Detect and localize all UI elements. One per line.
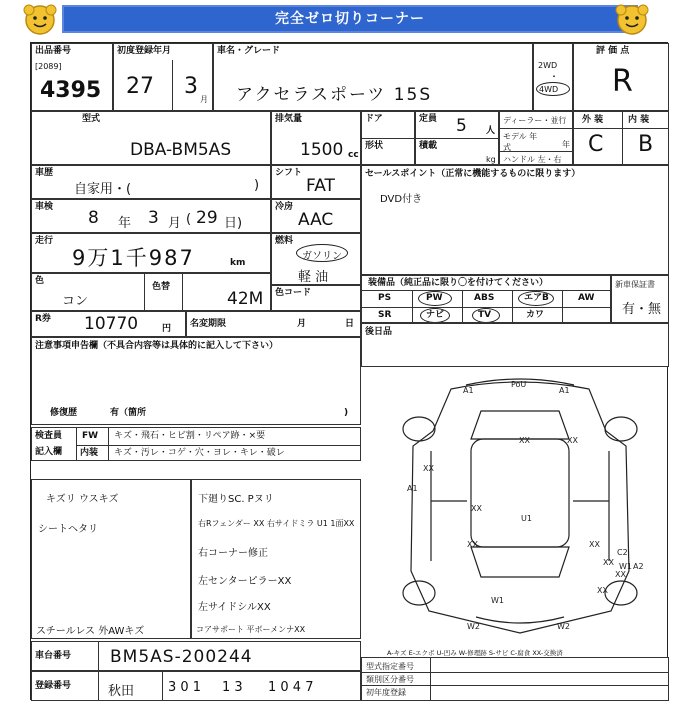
int-label: 内 装 <box>628 115 650 125</box>
damage-mark: XX <box>603 558 614 567</box>
aircon-value: AAC <box>298 210 334 230</box>
dealer-label: ディーラー・並行 <box>503 116 567 125</box>
mileage-label: 走行 <box>35 236 54 246</box>
aircon-cell <box>271 199 361 233</box>
mascot-left-icon <box>22 3 58 37</box>
displacement-value: 1500 <box>300 140 344 160</box>
capacity-value: 5 <box>456 116 467 136</box>
car-roof <box>471 439 569 547</box>
reg-series: 3 0 1 <box>168 680 202 695</box>
chassis-label: 車台番号 <box>35 651 72 661</box>
car-windshield <box>471 411 569 439</box>
banner-title: 完全ゼロ切りコーナー <box>62 5 638 33</box>
equipment-label: 装備品（純正品に限り〇を付けてください） <box>368 278 549 288</box>
rating-cell <box>573 43 669 111</box>
diagram-notes-cell <box>191 479 361 639</box>
history-cell <box>31 165 271 199</box>
diagram-note-3: 右コーナー修正 <box>198 548 268 559</box>
rating-value: R <box>612 64 633 99</box>
warranty-cell <box>611 275 669 323</box>
damage-mark: W1 <box>619 562 632 571</box>
damage-mark: XX <box>597 586 608 595</box>
inspection-open: ( <box>186 212 192 227</box>
displacement-label: 排気量 <box>275 114 303 124</box>
damage-mark: XX <box>423 464 434 473</box>
car-body-outline <box>411 382 629 633</box>
footer-cell <box>361 657 669 701</box>
inspector-row2-label: 内装 <box>80 448 99 458</box>
lot-sub: [2089] <box>35 62 62 71</box>
mileage-value: 9万1千987 <box>72 246 195 270</box>
notes-cell <box>31 337 361 425</box>
remark-1: キズリ ウスキズ <box>46 494 119 505</box>
diagram-note-5: 左サイドシルXX <box>198 602 271 613</box>
repair-label: 修復歴 <box>50 408 78 418</box>
damage-mark: XX <box>567 436 578 445</box>
dealer-cell <box>499 111 573 165</box>
color-label: 色 <box>35 276 45 286</box>
damage-mark: U1 <box>521 514 532 523</box>
wheel-rear-left <box>403 581 435 605</box>
reg-cell <box>31 671 361 701</box>
notes-label: 注意事項申告欄（不具合内容等は具体的に記入して下さい） <box>35 341 279 351</box>
color-code-value: 42M <box>227 289 264 309</box>
warranty-value: 有・無 <box>622 302 662 317</box>
history-value: 自家用・( <box>74 182 132 197</box>
car-name-label: 車名・グレード <box>217 46 281 56</box>
inspection-day: 29 <box>196 208 218 228</box>
reg-label: 登録番号 <box>35 681 72 691</box>
equip-airbag: エアB <box>524 293 549 303</box>
header-banner <box>0 0 700 38</box>
inspector-row1: キズ・飛石・ヒビ割・リペア跡・×要 <box>114 431 266 441</box>
color-code-cell <box>271 285 361 311</box>
inspection-year: 8 <box>88 208 99 228</box>
damage-mark: W2 <box>557 622 570 631</box>
inspection-month-unit: 月 <box>168 216 182 231</box>
model-value: DBA-BM5AS <box>130 140 232 160</box>
wheel-front-left <box>403 417 435 441</box>
repair-close: ) <box>344 408 349 418</box>
recycle-value: 10770 <box>84 314 139 334</box>
equip-navi: ナビ <box>426 310 445 320</box>
capacity-cell <box>415 111 499 165</box>
sales-point-label: セールスポイント（正常に機能するものに限ります） <box>365 169 581 179</box>
equip-abs: ABS <box>474 293 495 303</box>
load-unit: kg <box>486 155 496 164</box>
mileage-cell <box>31 233 271 273</box>
inspector-row2: キズ・汚レ・コゲ・穴・ヨレ・キレ・破レ <box>114 448 285 458</box>
aircon-label: 冷房 <box>275 202 294 212</box>
drive-4wd: 4WD <box>539 85 559 94</box>
reg-num: 1 3 <box>222 680 243 695</box>
history-label: 車歴 <box>35 168 54 178</box>
shift-value: FAT <box>306 176 335 196</box>
inspection-day-unit: 日) <box>224 216 243 231</box>
damage-mark: W2 <box>467 622 480 631</box>
lot-number: 4395 <box>40 78 102 103</box>
color-code-label: 色コード <box>275 288 312 298</box>
damage-mark: XX <box>615 570 626 579</box>
reg-area: 秋田 <box>108 684 135 699</box>
auction-sheet <box>30 42 668 700</box>
capacity-label: 定員 <box>419 114 438 124</box>
drive-cell: 2WD ・ 4WD <box>533 43 573 111</box>
equip-tv: TV <box>478 310 492 320</box>
fuel-diesel: 軽 油 <box>298 270 329 285</box>
damage-mark: XX <box>467 540 478 549</box>
equip-pw: PW <box>426 293 443 303</box>
model-label: 型式 <box>82 114 101 124</box>
diagram-note-6: コアサポート 平ボーメンナXX <box>196 625 306 634</box>
lot-cell <box>31 43 113 111</box>
repair-value: 有（箇所 <box>110 408 147 418</box>
color-change-label: 色替 <box>152 282 171 292</box>
inspection-cell <box>31 199 271 233</box>
name-change-label: 名変期限 <box>190 319 227 329</box>
first-reg-year: 27 <box>126 74 154 99</box>
wheel-front-right <box>605 417 637 441</box>
sales-point-note: DVD付き <box>380 194 423 205</box>
load-label: 積載 <box>419 141 438 151</box>
int-grade: B <box>638 132 654 157</box>
damage-mark: PoU <box>511 380 527 389</box>
reg-count: 1 0 4 7 <box>268 680 314 695</box>
warranty-label: 新車保証書 <box>615 280 655 289</box>
car-name-cell <box>213 43 533 111</box>
door-cell <box>361 111 415 165</box>
name-change-cell <box>186 311 361 337</box>
first-reg-cell <box>113 43 213 111</box>
damage-mark: XX <box>589 540 600 549</box>
name-change-day-unit: 日 <box>345 319 355 329</box>
ext-grade: C <box>588 132 604 157</box>
equipment-cell <box>361 275 611 323</box>
displacement-cell <box>271 111 361 165</box>
inspector-row1-label: FW <box>82 431 99 441</box>
handle-label: ハンドル 左・右 <box>503 155 562 164</box>
first-reg-month-unit: 月 <box>200 95 208 104</box>
recycle-unit: 円 <box>162 324 172 334</box>
name-change-month-unit: 月 <box>297 319 307 329</box>
damage-mark: A1 <box>559 386 570 395</box>
mileage-unit: km <box>230 258 246 268</box>
fuel-gas: ガソリン <box>302 251 342 262</box>
ext-label: 外 装 <box>582 115 604 125</box>
inspection-label: 車検 <box>35 202 54 212</box>
inspection-year-unit: 年 <box>118 216 132 231</box>
lot-label: 出品番号 <box>35 46 72 56</box>
damage-mark: A1 <box>407 484 418 493</box>
footer-year-label: 初年度登録 <box>366 688 406 697</box>
first-reg-month: 3 <box>184 74 198 99</box>
wheel-rear-right <box>605 581 637 605</box>
damage-mark: XX <box>471 504 482 513</box>
fuel-label: 燃料 <box>275 236 294 246</box>
damage-mark: C2 <box>617 548 628 557</box>
diagram-note-1: 下廻りSC. Pヌリ <box>198 494 274 505</box>
model-year-label: モデル 年式 <box>503 132 538 152</box>
remarks-cell <box>31 479 191 639</box>
diagram-note-2: 右Rフェンダー XX 右サイドミラ U1 1面XX <box>198 519 355 528</box>
rear-item-label: 後日品 <box>365 327 393 337</box>
fill-label: 記入欄 <box>35 447 63 457</box>
equip-sr: SR <box>378 310 392 320</box>
fuel-cell <box>271 233 361 285</box>
equip-aw: AW <box>578 293 595 303</box>
door-label: ドア <box>365 114 383 124</box>
damage-mark: A2 <box>633 562 644 571</box>
rating-label: 評 価 点 <box>596 46 630 56</box>
recycle-label: R券 <box>35 314 51 324</box>
capacity-unit: 人 <box>486 126 496 136</box>
sales-point-cell <box>361 165 669 275</box>
shape-label: 形状 <box>365 141 384 151</box>
diagram-note-4: 左センターピラーXX <box>198 576 292 587</box>
equip-leather: カワ <box>526 310 545 320</box>
color-value: コン <box>62 294 89 309</box>
chassis-value: BM5AS-200244 <box>110 647 253 667</box>
first-reg-label: 初度登録年月 <box>117 46 172 56</box>
history-close: ) <box>254 178 260 193</box>
damage-mark: A1 <box>463 386 474 395</box>
mascot-right-icon <box>614 3 650 37</box>
damage-mark: XX <box>519 436 530 445</box>
rear-item-cell <box>361 323 669 367</box>
chassis-cell <box>31 641 361 671</box>
model-year-unit: 年 <box>562 140 570 149</box>
footer-model-label: 型式指定番号 <box>366 662 414 671</box>
shift-label: シフト <box>275 168 303 178</box>
displacement-unit: cc <box>348 150 359 160</box>
remark-2: シートヘタリ <box>38 524 98 535</box>
legend: A-キズ E-エクボ U-凹み W-修理跡 S-サビ C-腐食 XX-交換済 <box>387 649 563 657</box>
remark-3: スチールレス 外AWキズ <box>36 626 145 637</box>
drive-2wd: 2WD <box>538 61 558 70</box>
footer-class-label: 類別区分番号 <box>366 675 414 684</box>
ext-int-cell <box>573 111 669 165</box>
equip-ps: PS <box>378 293 392 303</box>
car-diagram <box>371 371 669 641</box>
damage-mark: W1 <box>491 596 504 605</box>
inspector-cell <box>31 427 361 461</box>
shift-cell <box>271 165 361 199</box>
recycle-cell <box>31 311 186 337</box>
car-name-value: アクセラスポーツ 15S <box>236 85 433 105</box>
model-cell <box>31 111 271 165</box>
inspector-label: 検査員 <box>35 431 63 441</box>
car-rear-window <box>471 547 569 577</box>
inspection-month: 3 <box>148 208 159 228</box>
